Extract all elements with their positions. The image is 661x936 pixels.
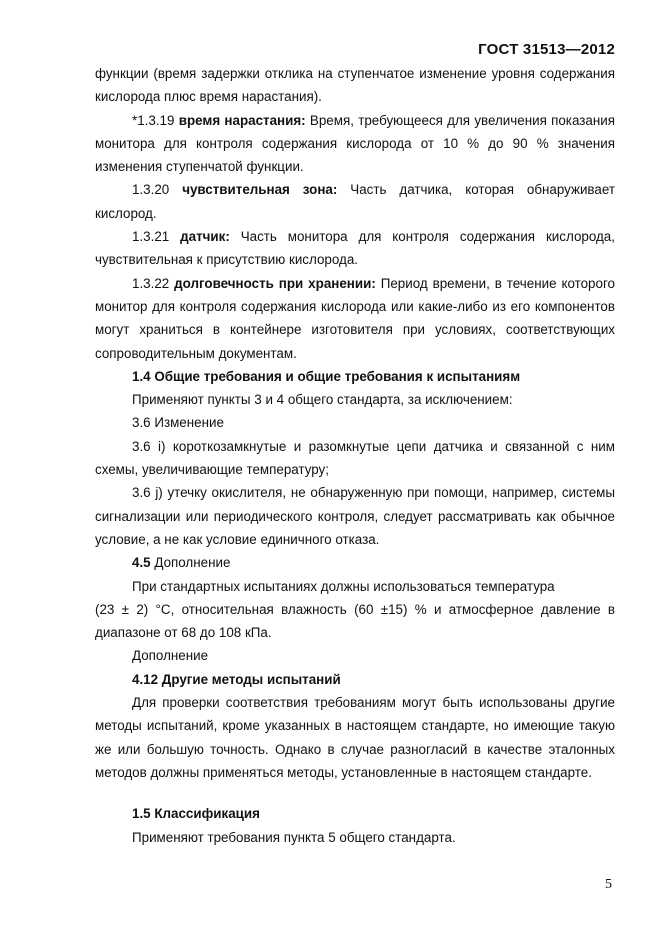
section-heading-classification: 1.5 Классификация bbox=[132, 806, 260, 822]
paragraph: Применяют требования пункта 5 общего стандарта. bbox=[132, 829, 456, 845]
page-number: 5 bbox=[605, 877, 612, 892]
paragraph: 3.6 i) короткозамкнутые и разомкнутые цепи датчика и связанной с ним схемы, увеличивающие температуру; bbox=[95, 438, 615, 478]
definition-text: Время, требующееся для увеличения показания монитора для контроля содержания кислорода от 10 % до 90 % значения изменения ступенчатой функции. bbox=[95, 112, 615, 175]
definition-rise-time bbox=[95, 109, 615, 179]
document-body bbox=[95, 62, 615, 849]
term: долговечность при хранении: bbox=[174, 275, 376, 291]
definition-text: Часть датчика, которая обнаруживает кислород. bbox=[95, 182, 615, 221]
definition-sensitive-zone bbox=[95, 178, 615, 225]
spacer bbox=[95, 784, 615, 802]
section-heading-general-requirements: 1.4 Общие требования и общие требования к испытаниям bbox=[132, 368, 521, 384]
paragraph: При стандартных испытаниях должны использоваться температура bbox=[132, 578, 555, 594]
section-heading-other-test-methods: 4.12 Другие методы испытаний bbox=[132, 671, 341, 687]
clause-title: Дополнение bbox=[154, 555, 231, 571]
definition-text: Период времени, в течение которого монитор для контроля содержания кислорода или какие-либо из его компонентов могут храниться в контейнере изготовителя при условиях, соответствующих сопроводительным документам. bbox=[95, 275, 615, 361]
clause-number: 1.3.21 bbox=[132, 229, 170, 245]
paragraph: Для проверки соответствия требованиям могут быть использованы другие методы испытаний, кроме указанных в настоящем стандарте, но имеющие такую же или большую точность. Однако в случае разногласий в качестве эталонных методов должны применяться методы, установленные в настоящем стандарте. bbox=[95, 695, 615, 780]
paragraph-continuation: функции (время задержки отклика на ступенчатое изменение уровня содержания кислорода плюс время нарастания). bbox=[95, 66, 615, 105]
term: чувствительная зона: bbox=[182, 182, 338, 198]
clause-number: 4.5 bbox=[132, 555, 151, 571]
clause-number: *1.3.19 bbox=[132, 112, 175, 128]
paragraph: (23 ± 2) °C, относительная влажность (60 ±15) % и атмосферное давление в диапазоне от 68 до 108 кПа. bbox=[95, 601, 615, 641]
definition-text: Часть монитора для контроля содержания кислорода, чувствительная к присутствию кислорода. bbox=[95, 229, 615, 268]
term: время нарастания: bbox=[178, 112, 306, 128]
clause-number: 1.3.20 bbox=[132, 182, 170, 198]
paragraph: Применяют пункты 3 и 4 общего стандарта, за исключением: bbox=[132, 392, 513, 408]
document-code-header: ГОСТ 31513—2012 bbox=[478, 41, 615, 58]
definition-shelf-life bbox=[95, 272, 615, 365]
paragraph: 3.6 j) утечку окислителя, не обнаруженную при помощи, например, системы сигнализации или периодического контроля, следует рассматривать как обычное условие, а не как условие единичного отказа. bbox=[95, 485, 615, 547]
clause-number: 1.3.22 bbox=[132, 275, 170, 291]
clause-addition bbox=[95, 551, 615, 574]
term: датчик: bbox=[180, 229, 230, 245]
paragraph: 3.6 Изменение bbox=[132, 415, 224, 431]
paragraph: Дополнение bbox=[132, 648, 209, 664]
definition-sensor bbox=[95, 225, 615, 272]
